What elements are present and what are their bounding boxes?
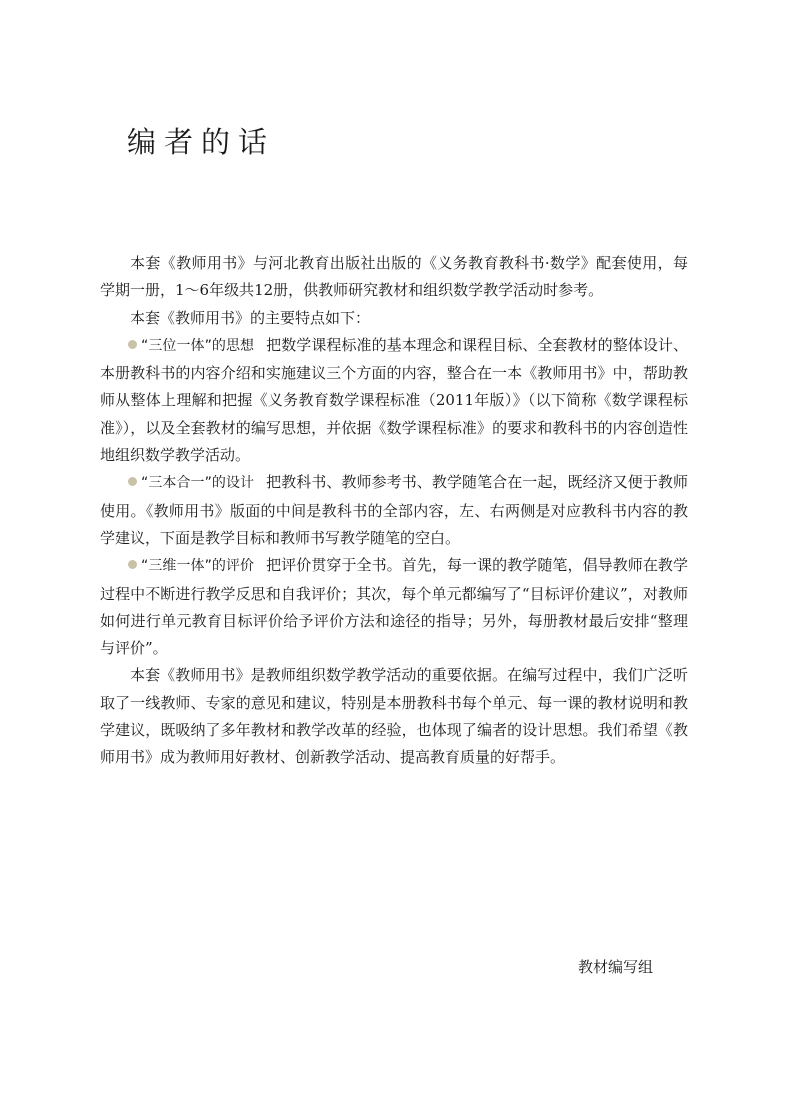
feature-item [100,332,688,469]
feature-item [100,469,688,552]
feature-heading: “三位一体”的思想 [141,337,255,354]
signature: 教材编写组 [578,958,654,976]
bullet-dot-icon [128,340,137,349]
feature-item [100,552,688,662]
feature-heading: “三本合一”的设计 [141,475,255,492]
preface-body [100,250,688,772]
bullet-dot-icon [128,477,137,486]
page-title: 编者的话 [127,125,276,159]
features-intro-paragraph: 本套《教师用书》的主要特点如下： [130,308,371,327]
intro-paragraph: 本套《教师用书》与河北教育出版社出版的《义务教育教科书·数学》配套使用，每学期一册，1～6年级共12册，供教师研究教材和组织数学教学活动时参考。 [100,254,688,300]
closing-paragraph: 本套《教师用书》是教师组织数学教学活动的重要依据。在编写过程中，我们广泛听取了一线教师、专家的意见和建议，特别是本册教科书每个单元、每一课的教材说明和教学建议，既吸纳了多年教材和教学改革的经验，也体现了编者的设计思想。我们希望《教师用书》成为教师用好教材、创新教学活动、提高教育质量的好帮手。 [100,666,688,767]
feature-text: 把数学课程标准的基本理念和课程目标、全套教材的整体设计、本册教科书的内容介绍和实施建议三个方面的内容，整合在一本《教师用书》中，帮助教师从整体上理解和把握《义务教育数学课程标准（2011年版）》（以下简称《数学课程标准》），以及全套教材的编写思想，并依据《数学课程标准》的要求和教科书的内容创造性地组织数学教学活动。 [100,335,688,465]
feature-heading: “三维一体”的评价 [141,558,255,575]
bullet-dot-icon [128,560,137,569]
feature-text: 把教科书、教师参考书、教学随笔合在一起，既经济又便于教师使用。《教师用书》版面的中间是教科书的全部内容，左、右两侧是对应教科书内容的教学建议，下面是教学目标和教师书写教学随笔的空白。 [100,473,688,547]
feature-text: 把评价贯穿于全书。首先，每一课的教学随笔，倡导教师在教学过程中不断进行教学反思和自我评价；其次，每个单元都编写了“目标评价建议”，对教师如何进行单元教育目标评价给予评价方法和途径的指导；另外，每册教材最后安排“整理与评价”。 [100,556,688,658]
